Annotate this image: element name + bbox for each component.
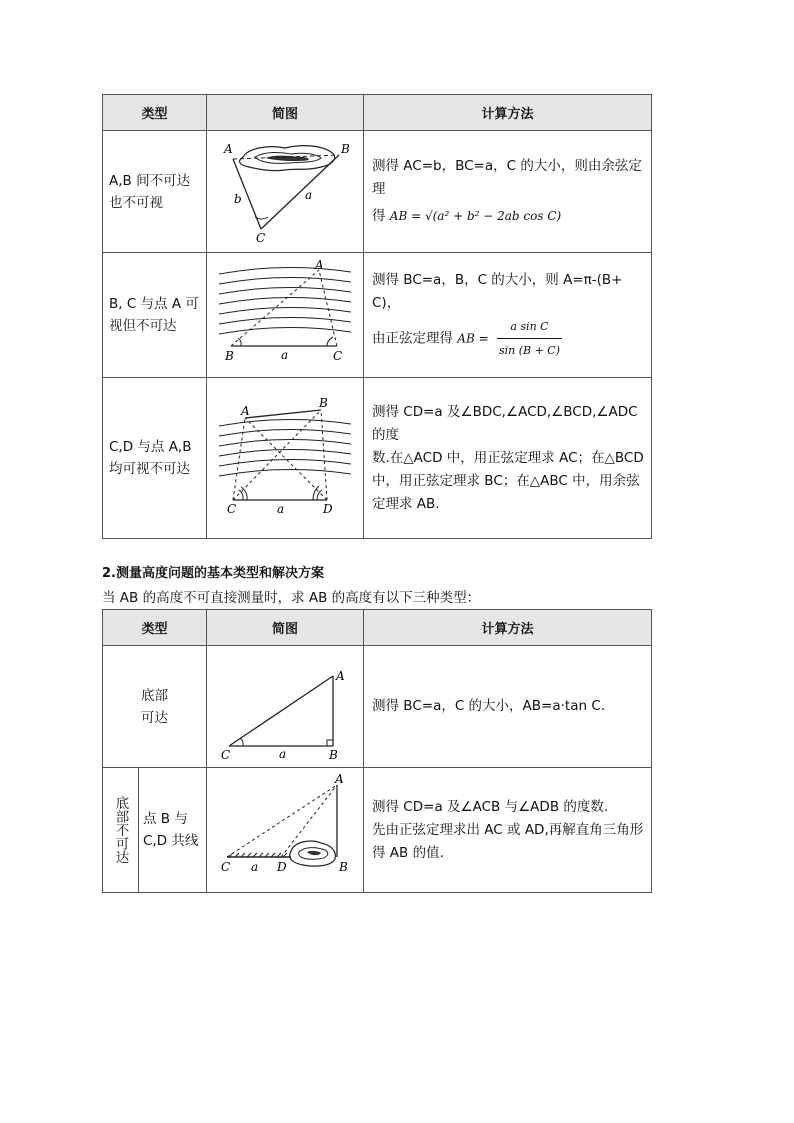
type-line: 均可视不可达 [109, 461, 190, 477]
diagram-right-triangle [215, 650, 355, 760]
method-text: 由正弦定理得 [372, 330, 453, 346]
table-row [103, 768, 652, 893]
method-text: 得 [372, 208, 386, 224]
sight-lines [233, 410, 327, 500]
label-a: a [305, 187, 313, 202]
sine-formula-lhs: AB = [457, 331, 489, 345]
type-line: 底部 [141, 687, 168, 704]
dashed-ca [227, 785, 337, 857]
group-label: 底部不可达 [112, 796, 129, 864]
side-ca [229, 676, 333, 746]
angle-c-arc [327, 337, 333, 346]
label-C: C [256, 230, 266, 245]
figure-cell [207, 253, 364, 378]
header-figure: 简图 [207, 95, 364, 131]
label-D: D [277, 859, 287, 874]
type-cell [139, 768, 207, 893]
group-label-cell [103, 768, 139, 893]
label-b: b [234, 191, 242, 206]
label-a: a [279, 746, 287, 760]
label-a: a [281, 348, 289, 362]
diagram-river-two-points [215, 396, 355, 516]
fraction-denominator: sin (B + C) [498, 343, 560, 357]
label-D: D [323, 502, 333, 516]
label-a: a [277, 502, 285, 516]
header-figure: 简图 [207, 610, 364, 646]
header-method: 计算方法 [364, 610, 652, 646]
label-A: A [336, 668, 345, 683]
side-a [261, 155, 339, 229]
table-row [103, 131, 652, 253]
sine-formula-fraction [497, 315, 562, 362]
angle-c-arc [239, 490, 243, 500]
table-header-row [103, 95, 652, 131]
type-line: C,D 与点 A,B [109, 439, 192, 455]
cosine-formula: AB = √(a² + b² − 2ab cos C) [389, 209, 562, 223]
angle-d-arc-2 [313, 486, 319, 500]
method-line [372, 315, 645, 362]
method-cell [364, 131, 652, 253]
fraction-numerator: a sin C [497, 315, 562, 339]
label-A: A [241, 404, 250, 418]
label-B: B [339, 859, 348, 874]
pond-center [307, 850, 321, 854]
height-table [102, 609, 652, 893]
angle-d-arc [317, 490, 322, 500]
method-line: 测得 BC=a，C 的大小，AB=a·tan C. [372, 698, 606, 714]
method-line: 测得 BC=a，B，C 的大小，则 A=π-(B+ C)， [372, 271, 623, 311]
dashed-ca [319, 270, 337, 346]
type-line: A,B 间不可达 [109, 172, 191, 189]
type-line: 点 B 与 [143, 811, 188, 827]
label-B: B [341, 141, 350, 156]
type-line: C,D 共线 [143, 833, 199, 849]
label-C: C [333, 349, 343, 363]
type-line: B, C 与点 A 可 [109, 296, 199, 312]
method-cell [364, 253, 652, 378]
table-row [103, 378, 652, 539]
label-A: A [335, 771, 344, 786]
diagram-collinear-height [215, 771, 355, 886]
label-C: C [227, 502, 237, 516]
method-line: 数.在△ACD 中，用正弦定理求 AC；在△BCD [372, 449, 644, 466]
figure-cell [207, 646, 364, 768]
method-line: 测得 CD=a 及∠BDC,∠ACD,∠BCD,∠ADC 的度 [372, 403, 638, 443]
type-line: 视但不可达 [109, 318, 177, 334]
section-heading: 2.测量高度问题的基本类型和解决方案 [102, 566, 324, 581]
label-A: A [315, 258, 324, 272]
label-a: a [251, 859, 259, 874]
method-cell [364, 768, 652, 893]
angle-b-arc [238, 338, 241, 346]
label-B: B [225, 349, 234, 363]
type-cell [103, 131, 207, 253]
method-line: 测得 CD=a 及∠ACB 与∠ADB 的度数. [372, 798, 609, 815]
label-B: B [319, 396, 328, 410]
method-cell [364, 646, 652, 768]
type-cell [103, 378, 207, 539]
type-line: 也不可视 [109, 194, 163, 211]
label-C: C [221, 859, 231, 874]
river-lines [219, 267, 351, 334]
right-angle-mark [327, 740, 333, 746]
table-row [103, 253, 652, 378]
section-intro: 当 AB 的高度不可直接测量时，求 AB 的高度有以下三种类型： [102, 590, 481, 606]
type-line: 可达 [141, 709, 168, 726]
header-type: 类型 [103, 95, 207, 131]
method-line [372, 205, 645, 228]
river-lines [219, 419, 351, 476]
method-line: 测得 AC=b，BC=a，C 的大小，则由余弦定理 [372, 158, 642, 197]
method-line: 得 AB 的值. [372, 844, 444, 861]
method-cell [364, 378, 652, 539]
header-method: 计算方法 [364, 95, 652, 131]
diagram-river-one-point [215, 258, 355, 368]
header-type: 类型 [103, 610, 207, 646]
table-row [103, 646, 652, 768]
type-cell [103, 253, 207, 378]
angle-c-arc [240, 738, 243, 746]
method-line: 先由正弦定理求出 AC 或 AD,再解直角三角形 [372, 821, 644, 838]
distance-table [102, 94, 652, 539]
table-header-row [103, 610, 652, 646]
label-C: C [221, 747, 231, 760]
method-line: 定理求 AB. [372, 495, 440, 512]
method-line: 中，用正弦定理求 BC；在△ABC 中，用余弦 [372, 472, 640, 489]
line-ab [245, 410, 321, 418]
figure-cell [207, 768, 364, 893]
label-A: A [224, 141, 233, 156]
label-B: B [329, 747, 338, 760]
lake-contour [267, 156, 308, 161]
type-cell [103, 646, 207, 768]
figure-cell [207, 378, 364, 539]
figure-cell [207, 131, 364, 253]
diagram-lake-triangle [215, 135, 355, 245]
